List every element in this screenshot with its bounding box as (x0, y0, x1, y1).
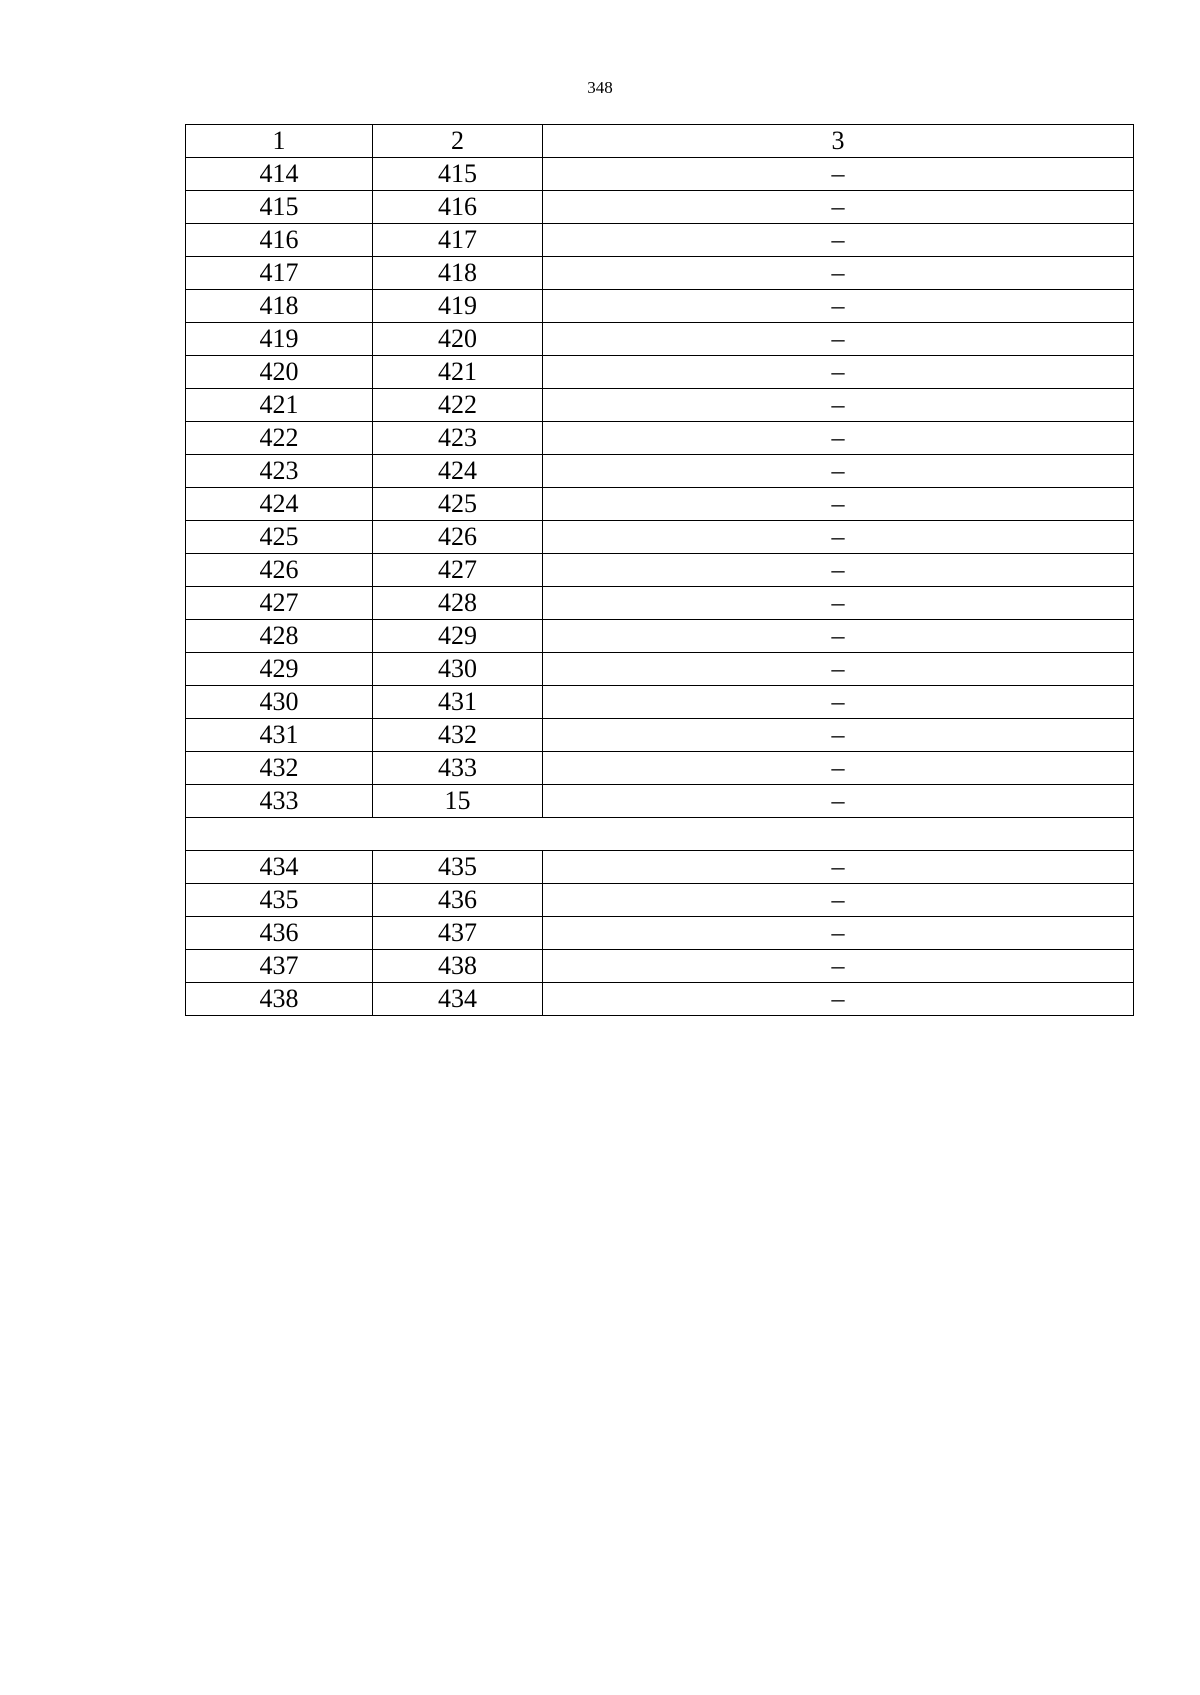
table-cell: 428 (186, 620, 373, 653)
table-cell: 429 (373, 620, 543, 653)
table-row (186, 620, 1134, 653)
table-row (186, 752, 1134, 785)
table-cell: 416 (186, 224, 373, 257)
table-cell: – (543, 554, 1134, 587)
table-cell: 434 (186, 851, 373, 884)
table-cell: – (543, 587, 1134, 620)
table-row (186, 389, 1134, 422)
table-cell: 434 (373, 983, 543, 1016)
table-cell: 415 (186, 191, 373, 224)
table-cell: – (543, 356, 1134, 389)
table-row (186, 488, 1134, 521)
table-cell: 419 (373, 290, 543, 323)
table-cell: 427 (186, 587, 373, 620)
table-cell: 437 (373, 917, 543, 950)
table-cell: 416 (373, 191, 543, 224)
table-cell: – (543, 686, 1134, 719)
table-row (186, 917, 1134, 950)
table-cell: 423 (186, 455, 373, 488)
table-cell: 438 (373, 950, 543, 983)
table-cell: – (543, 752, 1134, 785)
table-row (186, 356, 1134, 389)
table-row (186, 884, 1134, 917)
table-cell: 433 (186, 785, 373, 818)
table-row (186, 191, 1134, 224)
table-cell: – (543, 785, 1134, 818)
table-cell: 422 (186, 422, 373, 455)
table-cell: 436 (373, 884, 543, 917)
table-cell: 426 (186, 554, 373, 587)
header-cell-1: 1 (186, 125, 373, 158)
header-cell-2: 2 (373, 125, 543, 158)
table-cell: – (543, 884, 1134, 917)
table-cell: 421 (186, 389, 373, 422)
table-row (186, 455, 1134, 488)
table-cell: 432 (186, 752, 373, 785)
table-cell: – (543, 389, 1134, 422)
table-cell: 437 (186, 950, 373, 983)
table-cell: 433 (373, 752, 543, 785)
table-cell: – (543, 488, 1134, 521)
table-separator-row (186, 818, 1134, 851)
header-cell-3: 3 (543, 125, 1134, 158)
table-cell: – (543, 323, 1134, 356)
table-cell: 425 (373, 488, 543, 521)
table-row (186, 158, 1134, 191)
table-cell: 415 (373, 158, 543, 191)
table-cell: 424 (186, 488, 373, 521)
table-cell: – (543, 917, 1134, 950)
table-cell: 414 (186, 158, 373, 191)
table-cell: 417 (186, 257, 373, 290)
table-row (186, 653, 1134, 686)
table-cell: – (543, 620, 1134, 653)
table-row (186, 686, 1134, 719)
table-header-row (186, 125, 1134, 158)
table-cell: 425 (186, 521, 373, 554)
table-cell: 421 (373, 356, 543, 389)
table-cell: – (543, 158, 1134, 191)
table-cell: – (543, 422, 1134, 455)
table-cell: 418 (373, 257, 543, 290)
table-cell: – (543, 851, 1134, 884)
table-cell: 424 (373, 455, 543, 488)
table-cell: 417 (373, 224, 543, 257)
table-cell: – (543, 191, 1134, 224)
table-cell: 431 (186, 719, 373, 752)
table-row (186, 290, 1134, 323)
table-cell: 420 (373, 323, 543, 356)
table-cell: 435 (373, 851, 543, 884)
table-row (186, 785, 1134, 818)
table-row (186, 719, 1134, 752)
table-row (186, 422, 1134, 455)
table-row (186, 983, 1134, 1016)
table-cell: 423 (373, 422, 543, 455)
table-row (186, 521, 1134, 554)
data-table (185, 124, 1134, 1016)
table-cell: 428 (373, 587, 543, 620)
table-cell: – (543, 653, 1134, 686)
table-row (186, 257, 1134, 290)
table-cell: 432 (373, 719, 543, 752)
table-cell: 422 (373, 389, 543, 422)
table-row (186, 224, 1134, 257)
table-cell: 427 (373, 554, 543, 587)
table-cell: 431 (373, 686, 543, 719)
table-cell: 430 (186, 686, 373, 719)
table-cell: – (543, 290, 1134, 323)
table-cell: – (543, 983, 1134, 1016)
table-body (186, 125, 1134, 1016)
table-row (186, 950, 1134, 983)
table-cell: 436 (186, 917, 373, 950)
page-number: 348 (587, 78, 613, 97)
table-cell: 418 (186, 290, 373, 323)
table-cell: – (543, 521, 1134, 554)
table-row (186, 323, 1134, 356)
table-cell: – (543, 224, 1134, 257)
table-cell: 420 (186, 356, 373, 389)
table-cell: – (543, 455, 1134, 488)
table-cell: 429 (186, 653, 373, 686)
table-cell: 430 (373, 653, 543, 686)
table-cell: 435 (186, 884, 373, 917)
table-row (186, 587, 1134, 620)
table-cell: 426 (373, 521, 543, 554)
table-cell: 15 (373, 785, 543, 818)
table-row (186, 851, 1134, 884)
table-cell: – (543, 950, 1134, 983)
table-cell: 419 (186, 323, 373, 356)
table-cell: 438 (186, 983, 373, 1016)
table-cell: – (543, 719, 1134, 752)
separator-cell (186, 818, 1134, 851)
table-row (186, 554, 1134, 587)
table-cell: – (543, 257, 1134, 290)
